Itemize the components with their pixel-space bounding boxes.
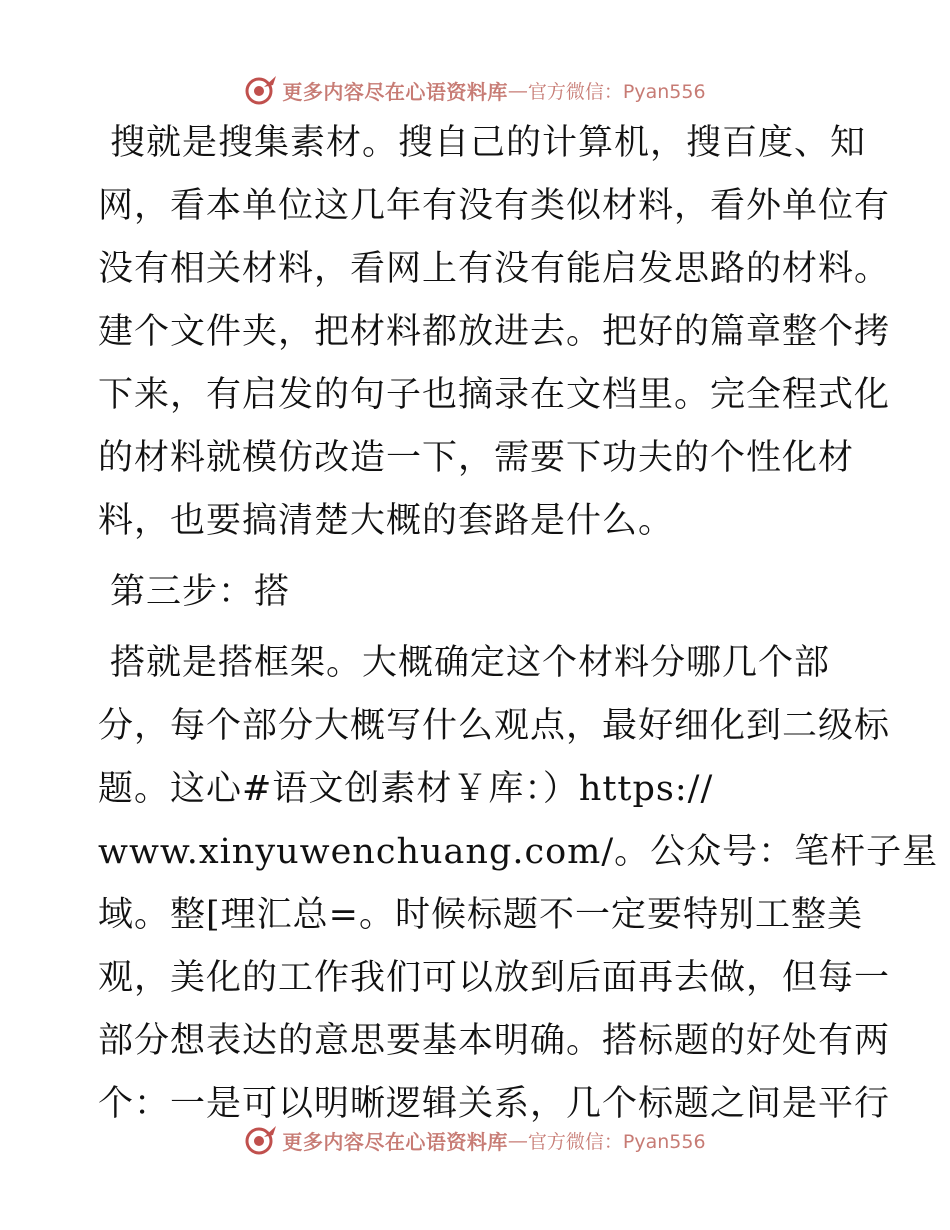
quill-logo-icon (244, 1123, 278, 1157)
para2-line: 搭就是搭框架。大概确定这个材料分哪几个部 (110, 643, 831, 683)
footer-site-text: 更多内容尽在心语资料库 (282, 1129, 508, 1154)
header-site-text: 更多内容尽在心语资料库 (282, 79, 508, 104)
header-watermark (0, 70, 950, 110)
header-wechat-text: 官方微信：Pyan556 (527, 80, 706, 103)
para2-line: www.xinyuwenchuang.com/。公众号：笔杆子星 (98, 832, 939, 872)
para2-line: 个：一是可以明晰逻辑关系，几个标题之间是平行 (98, 1084, 891, 1124)
para1-line: 网，看本单位这几年有没有类似材料，看外单位有 (98, 186, 891, 226)
footer-wechat-text: 官方微信：Pyan556 (527, 1130, 706, 1153)
para1-line: 建个文件夹，把材料都放进去。把好的篇章整个拷 (98, 312, 891, 352)
para2-line: 部分想表达的意思要基本明确。搭标题的好处有两 (98, 1021, 891, 1061)
para1-line: 搜就是搜集素材。搜自己的计算机，搜百度、知 (110, 123, 867, 163)
document-body (98, 112, 939, 1136)
footer-watermark (0, 1120, 950, 1160)
para1-line: 的材料就模仿改造一下，需要下功夫的个性化材 (98, 438, 855, 478)
quill-logo-icon (244, 73, 278, 107)
section-heading: 第三步：搭 (110, 572, 291, 612)
para1-line: 料，也要搞清楚大概的套路是什么。 (98, 501, 675, 541)
para2-line: 题。这心#语文创素材￥库：）https:// (98, 769, 714, 809)
para2-line: 域。整[理汇总=。时候标题不一定要特别工整美 (98, 895, 863, 935)
para2-line: 分，每个部分大概写什么观点，最好细化到二级标 (98, 706, 891, 746)
para2-line: 观，美化的工作我们可以放到后面再去做，但每一 (98, 958, 891, 998)
para1-line: 下来，有启发的句子也摘录在文档里。完全程式化 (98, 375, 891, 415)
para1-line: 没有相关材料，看网上有没有能启发思路的材料。 (98, 249, 891, 289)
footer-dash: — (507, 1128, 528, 1152)
header-dash: — (507, 78, 528, 102)
